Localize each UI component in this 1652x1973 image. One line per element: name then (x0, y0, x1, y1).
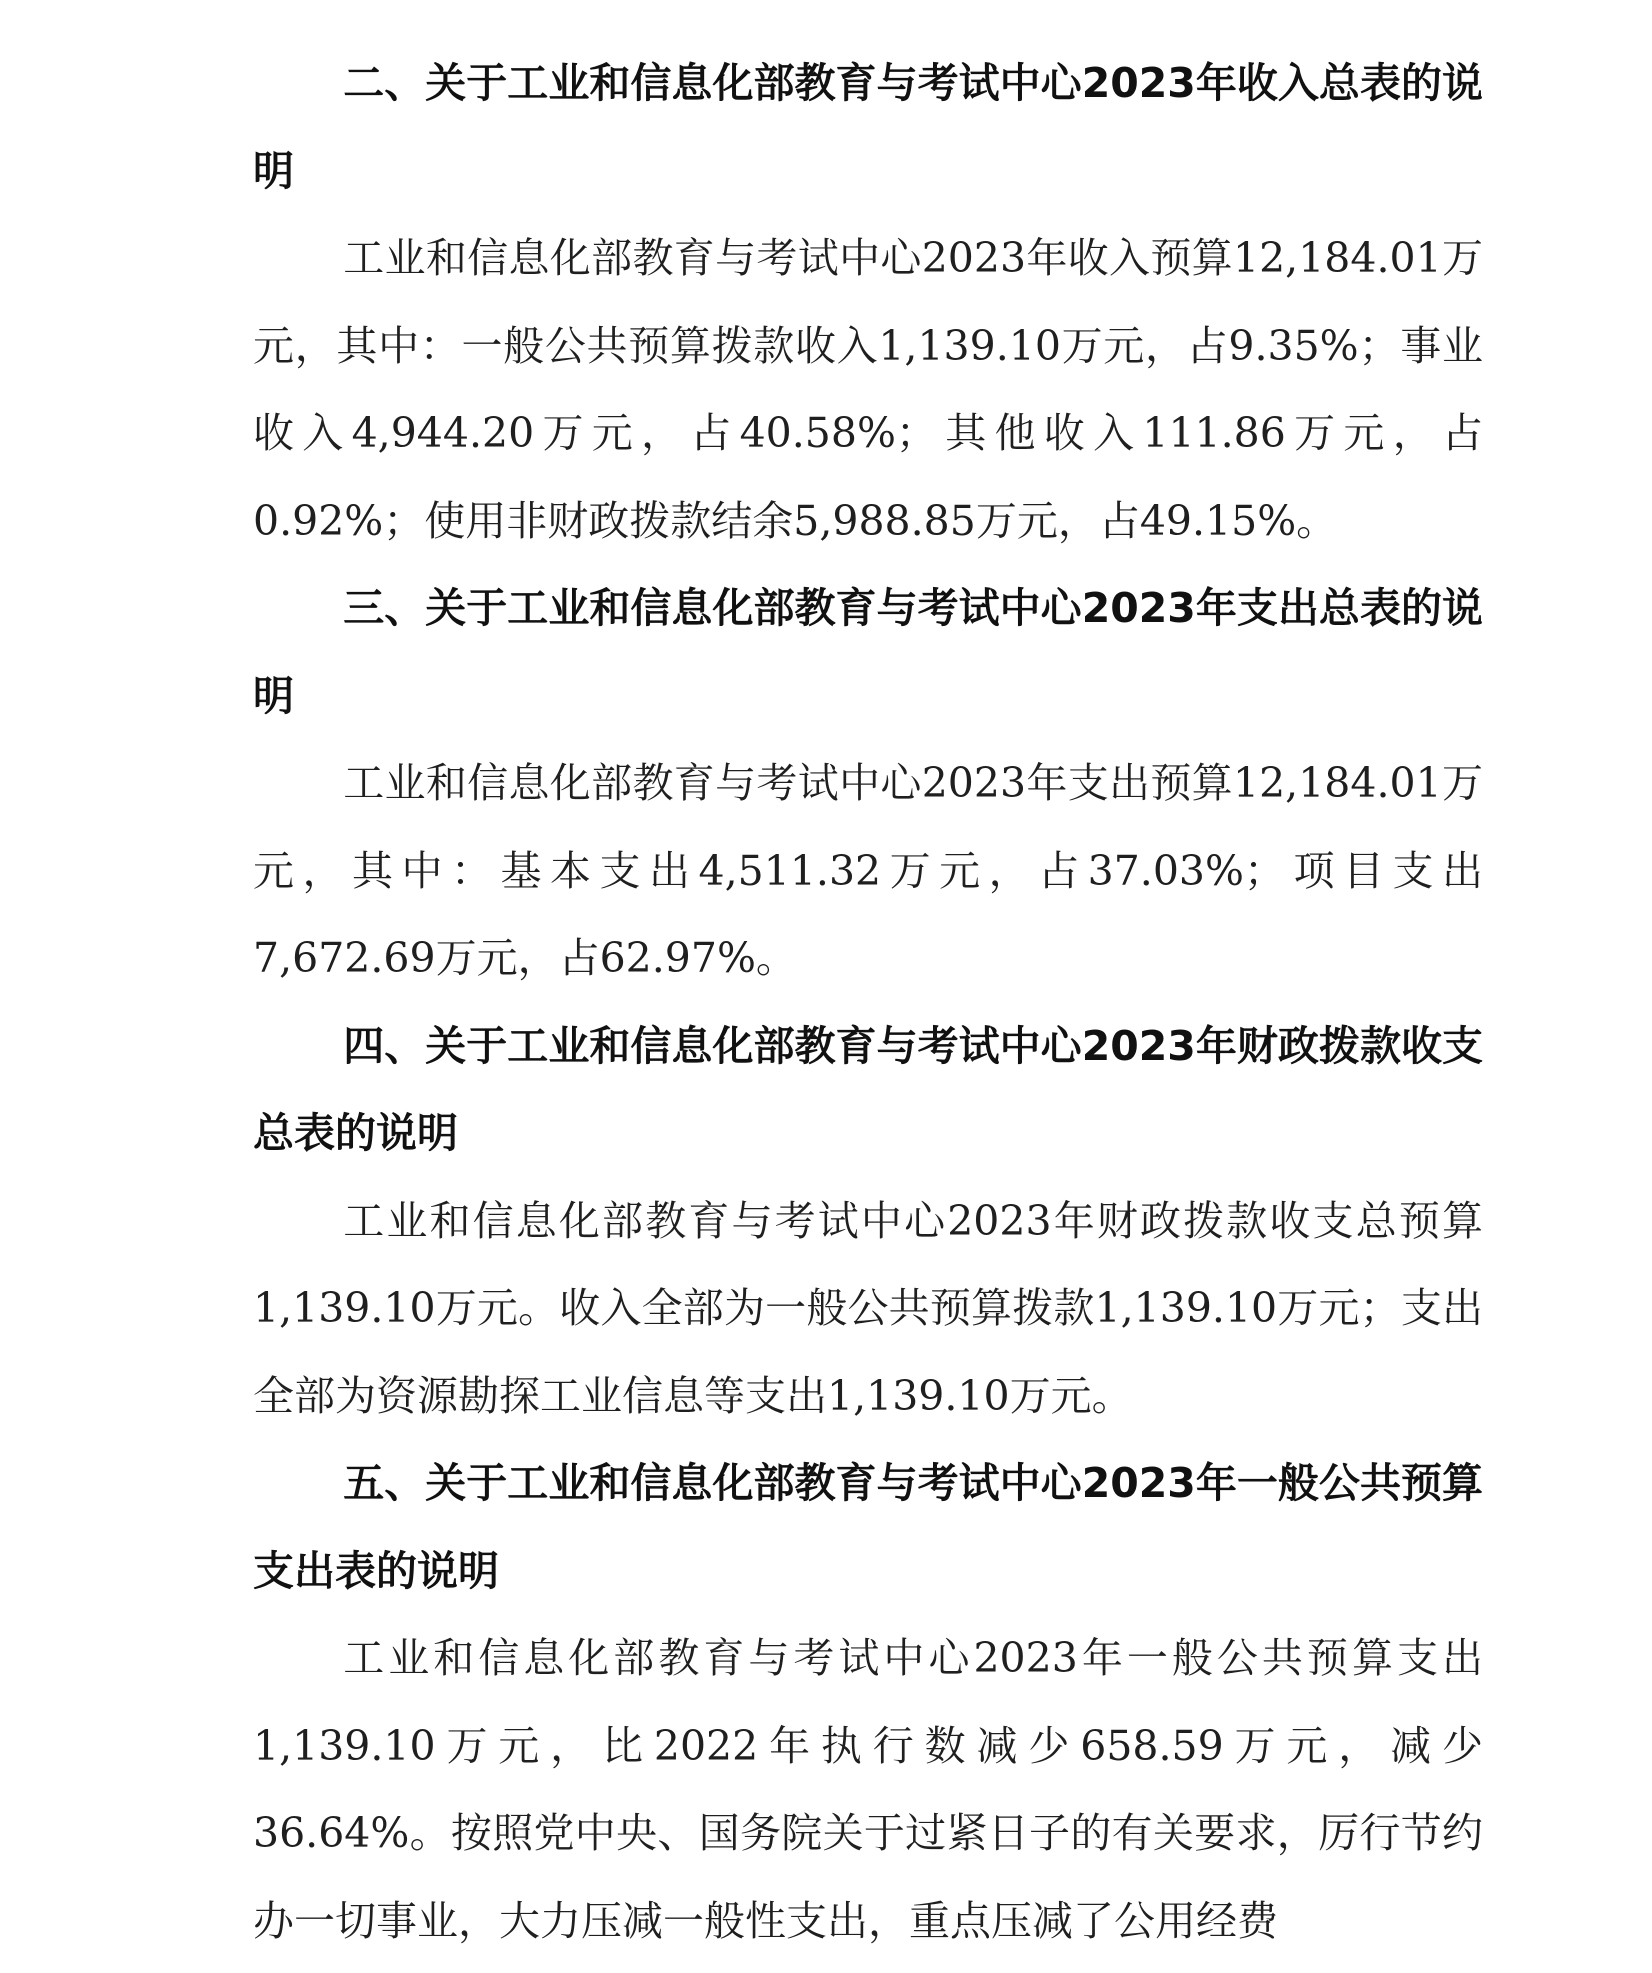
section-2-body: 工业和信息化部教育与考试中心2023年收入预算12,184.01万元，其中：一般公共预算拨款收入1,139.10万元，占9.35%；事业收入4,944.20万元，占40.58%；其他收入111.86万元，占0.92%；使用非财政拨款结余5,988.85万元，占49.15%。 (253, 234, 1483, 545)
section-4-body: 工业和信息化部教育与考试中心2023年财政拨款收支总预算1,139.10万元。收入全部为一般公共预算拨款1,139.10万元；支出全部为资源勘探工业信息等支出1,139.10万元。 (253, 1196, 1483, 1420)
document-page (253, 40, 1483, 1965)
section-2-heading: 二、关于工业和信息化部教育与考试中心2023年收入总表的说明 (253, 59, 1483, 195)
section-4-heading: 四、关于工业和信息化部教育与考试中心2023年财政拨款收支总表的说明 (253, 1021, 1483, 1157)
section-5-heading: 五、关于工业和信息化部教育与考试中心2023年一般公共预算支出表的说明 (253, 1459, 1483, 1595)
section-3-heading: 三、关于工业和信息化部教育与考试中心2023年支出总表的说明 (253, 584, 1483, 720)
section-3-body: 工业和信息化部教育与考试中心2023年支出预算12,184.01万元，其中：基本支出4,511.32万元，占37.03%；项目支出7,672.69万元，占62.97%。 (253, 759, 1483, 982)
section-5-body: 工业和信息化部教育与考试中心2023年一般公共预算支出1,139.10万元，比2022年执行数减少658.59万元，减少36.64%。按照党中央、国务院关于过紧日子的有关要求，厉行节约办一切事业，大力压减一般性支出，重点压减了公用经费 (253, 1634, 1483, 1945)
